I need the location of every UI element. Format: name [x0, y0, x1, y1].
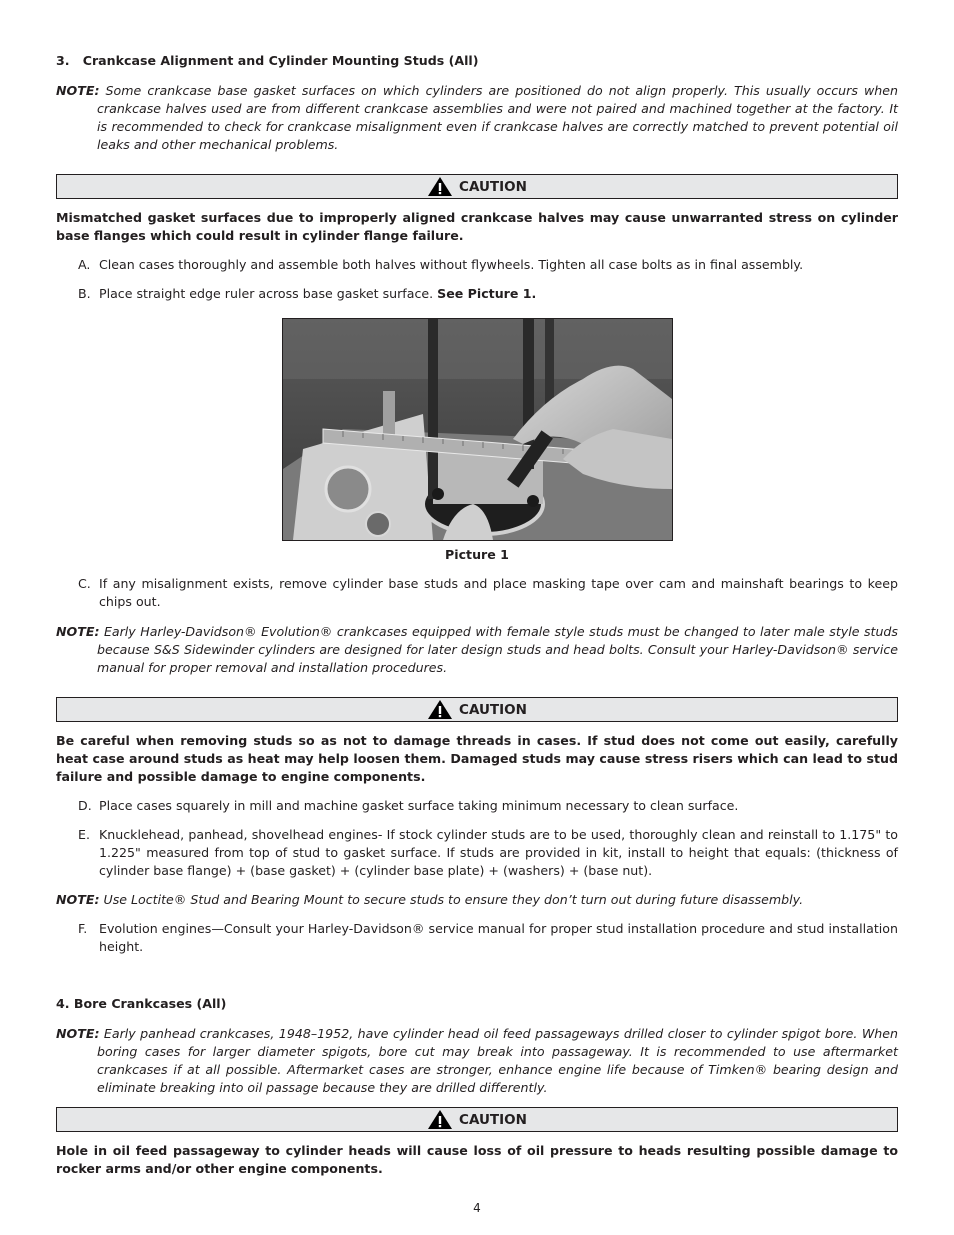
- caution-banner: [56, 1107, 898, 1132]
- warning-triangle-icon: [427, 1109, 453, 1130]
- crankcase-photo: [282, 318, 673, 541]
- caution-text: Be careful when removing studs so as not to damage threads in cases. If stud does not come out easily, carefully heat case around studs as heat may help loosen them. Damaged studs may cause stress risers which can lead to stud failure and possible damage to engine components.: [56, 733, 898, 784]
- caution-text: Hole in oil feed passageway to cylinder heads will cause loss of oil pressure to heads resulting possible damage to rocker arms and/or other engine components.: [56, 1143, 898, 1176]
- page-content: [56, 52, 898, 1178]
- figure-picture-1: [56, 318, 898, 564]
- note-label: NOTE:: [56, 892, 100, 907]
- step-text: Place cases squarely in mill and machine gasket surface taking minimum necessary to clean surface.: [99, 798, 739, 813]
- note-text: Use Loctite® Stud and Bearing Mount to secure studs to ensure they don’t turn out during future disassembly.: [99, 892, 804, 907]
- note-panhead-crankcases: [56, 1025, 898, 1097]
- step-letter: F.: [78, 921, 88, 936]
- warning-triangle-icon: [427, 176, 453, 197]
- caution-label: CAUTION: [459, 1111, 527, 1128]
- section3-heading: 3. Crankcase Alignment and Cylinder Mounting Studs (All): [56, 53, 479, 68]
- step-text: Knucklehead, panhead, shovelhead engines- If stock cylinder studs are to be used, thoroughly clean and reinstall to 1.175" to 1.225" measured from top of stud to gasket surface. If studs are provided in kit, install to height that equals: (thickness of cylinder base flange) + (base gasket) + (cylinder base plate) + (washers) + (base nut).: [99, 827, 898, 878]
- step-letter: E.: [78, 827, 90, 842]
- step-text: If any misalignment exists, remove cylinder base studs and place masking tape over cam and mainshaft bearings to keep chips out.: [99, 576, 898, 609]
- section4-heading: 4. Bore Crankcases (All): [56, 996, 227, 1011]
- note-evolution-studs: [56, 623, 898, 677]
- step-a: [56, 256, 898, 274]
- note-label: NOTE:: [56, 624, 100, 639]
- caution-banner: [56, 174, 898, 199]
- note-text: Early panhead crankcases, 1948–1952, have cylinder head oil feed passageways drilled closer to cylinder spigot bore. When boring cases for larger diameter spigots, bore cut may break into passageway. It is recommended to use aftermarket crankcases if at all possible. Aftermarket cases are stronger, enhance engine life because of Timken® bearing design and eliminate breaking into oil passage because they are drilled differently.: [97, 1026, 898, 1095]
- caution-label: CAUTION: [459, 178, 527, 195]
- note-text: Some crankcase base gasket surfaces on which cylinders are positioned do not align properly. This usually occurs when crankcase halves used are from different crankcase assemblies and were not paired and machined together at the factory. It is recommended to check for crankcase misalignment even if crankcase halves are correctly matched to prevent potential oil leaks and other mechanical problems.: [97, 83, 898, 152]
- caution-banner: [56, 697, 898, 722]
- note-label: NOTE:: [56, 1026, 100, 1041]
- caution-text: Mismatched gasket surfaces due to improperly aligned crankcase halves may cause unwarranted stress on cylinder base flanges which could result in cylinder flange failure.: [56, 210, 898, 243]
- step-d: [56, 797, 898, 815]
- figure-caption: Picture 1: [445, 547, 509, 562]
- step-letter: B.: [78, 286, 91, 301]
- step-e: [56, 826, 898, 880]
- step-text: Evolution engines—Consult your Harley-Davidson® service manual for proper stud installation procedure and stud installation height.: [99, 921, 898, 954]
- note-text: Early Harley-Davidson® Evolution® crankcases equipped with female style studs must be changed to later male style studs because S&S Sidewinder cylinders are designed for later design studs and head bolts. Consult your Harley-Davidson® service manual for proper removal and installation procedures.: [97, 624, 898, 675]
- step-c: [56, 575, 898, 611]
- step-letter: C.: [78, 576, 91, 591]
- page-number: 4: [473, 1201, 481, 1215]
- note-loctite: [56, 891, 898, 909]
- note-label: NOTE:: [56, 83, 100, 98]
- note-crankcase-alignment: [56, 82, 898, 154]
- caution-label: CAUTION: [459, 701, 527, 718]
- step-f: [56, 920, 898, 956]
- picture-reference: See Picture 1.: [437, 286, 537, 301]
- step-letter: A.: [78, 257, 91, 272]
- step-b: [56, 285, 898, 303]
- step-text: Place straight edge ruler across base gasket surface.: [99, 286, 438, 301]
- step-letter: D.: [78, 798, 92, 813]
- warning-triangle-icon: [427, 699, 453, 720]
- step-text: Clean cases thoroughly and assemble both halves without flywheels. Tighten all case bolts as in final assembly.: [99, 257, 804, 272]
